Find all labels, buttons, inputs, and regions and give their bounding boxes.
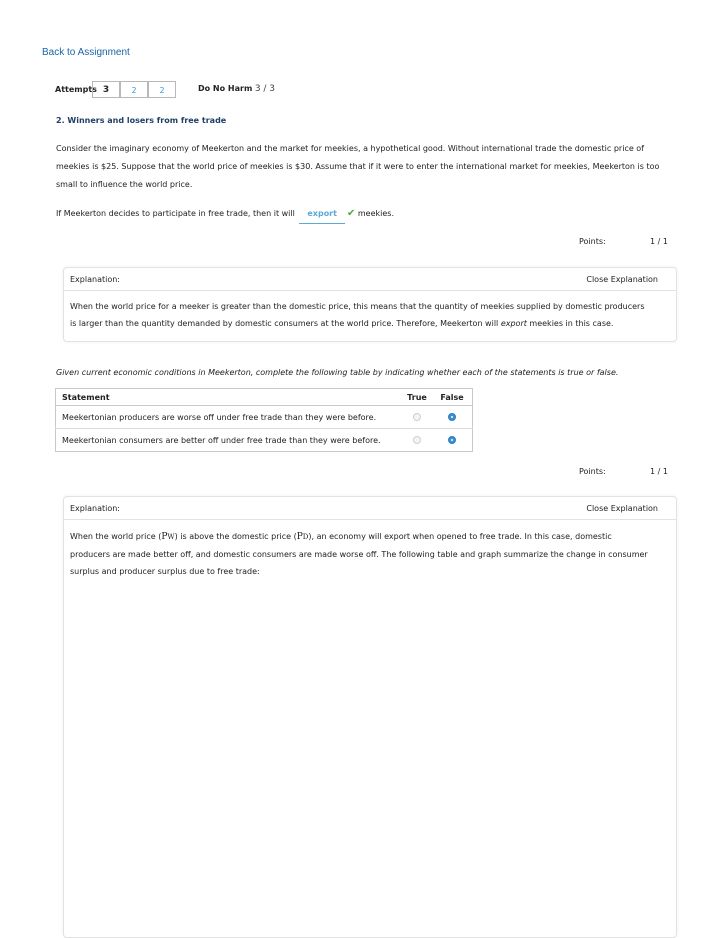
true-radio-button[interactable] xyxy=(413,436,421,444)
false-cell xyxy=(432,429,473,452)
true-false-table xyxy=(55,388,473,452)
score-value: 3 / 3 xyxy=(254,84,276,94)
fill-prefix: If Meekerton decides to participate in free trade, then it will xyxy=(56,209,295,218)
table-header-row xyxy=(56,389,473,406)
table-prompt: Given current economic conditions in Meekerton, complete the following table by indicating whether each of the statements is true or false. xyxy=(56,368,619,377)
intro-line-3: small to influence the world price. xyxy=(56,180,193,189)
explanation-text xyxy=(70,528,666,580)
answer-dropdown[interactable]: export xyxy=(299,205,345,224)
table-row xyxy=(56,406,473,429)
explanation-header xyxy=(64,268,676,291)
emphasis-export: export xyxy=(500,319,527,328)
correct-check-icon: ✔ xyxy=(346,208,356,219)
question-title: 2. Winners and losers from free trade xyxy=(56,116,227,125)
false-radio-button[interactable] xyxy=(448,436,456,444)
back-to-assignment-link[interactable]: Back to Assignment xyxy=(42,47,130,58)
grading-mode-label: Do No Harm xyxy=(198,84,253,93)
explanation-line-2: producers are made better off, and domestic consumers are made worse off. The following table and graph summarize the change in consumer xyxy=(70,550,648,559)
question-intro xyxy=(56,140,696,194)
points-value: 1 / 1 xyxy=(650,467,668,476)
statement-cell: Meekertonian producers are worse off under free trade than they were before. xyxy=(56,406,403,429)
domestic-price-symbol: PD xyxy=(296,532,309,542)
grading-mode xyxy=(198,84,275,94)
explanation-line-2: is larger than the quantity demanded by domestic consumers at the world price. Therefore, Meekerton will export meekies in this case. xyxy=(70,319,614,328)
table-row xyxy=(56,429,473,452)
attempt-box-current[interactable]: 3 xyxy=(92,81,120,98)
false-radio-button[interactable] xyxy=(448,413,456,421)
fill-in-sentence xyxy=(56,205,394,224)
explanation-line-3: surplus and producer surplus due to free trade: xyxy=(70,567,260,576)
points-value: 1 / 1 xyxy=(650,237,668,246)
explanation-line-1: When the world price for a meeker is greater than the domestic price, this means that the quantity of meekies supplied by domestic producers xyxy=(70,302,645,311)
close-explanation-button[interactable]: Close Explanation xyxy=(586,275,658,284)
points-label: Points: xyxy=(579,237,606,246)
explanation-header xyxy=(64,497,676,520)
close-explanation-button[interactable]: Close Explanation xyxy=(586,504,658,513)
intro-line-2: meekies is $25. Suppose that the world price of meekies is $30. Assume that if it were to enter the international market for meekies, Meekerton is too xyxy=(56,162,660,171)
attempt-box-3[interactable]: 2 xyxy=(148,81,176,98)
header-true: True xyxy=(402,389,432,406)
intro-line-1: Consider the imaginary economy of Meekerton and the market for meekies, a hypothetical good. Without international trade the domestic price of xyxy=(56,144,645,153)
explanation-text xyxy=(70,298,666,332)
world-price-symbol: PW xyxy=(161,532,175,542)
attempts-label: Attempts xyxy=(55,85,97,94)
explanation-panel xyxy=(63,496,677,938)
explanation-line-1: When the world price (PW) is above the domestic price (PD), an economy will export when opened to free trade. In this case, domestic xyxy=(70,532,612,542)
header-statement: Statement xyxy=(56,389,403,406)
true-radio-button[interactable] xyxy=(413,413,421,421)
header-false: False xyxy=(432,389,473,406)
fill-suffix: meekies. xyxy=(357,209,395,218)
false-cell xyxy=(432,406,473,429)
points-label: Points: xyxy=(579,467,606,476)
true-cell xyxy=(402,406,432,429)
explanation-title: Explanation: xyxy=(70,504,120,513)
explanation-title: Explanation: xyxy=(70,275,120,284)
explanation-panel xyxy=(63,267,677,342)
statement-cell: Meekertonian consumers are better off under free trade than they were before. xyxy=(56,429,403,452)
attempt-box-2[interactable]: 2 xyxy=(120,81,148,98)
true-cell xyxy=(402,429,432,452)
